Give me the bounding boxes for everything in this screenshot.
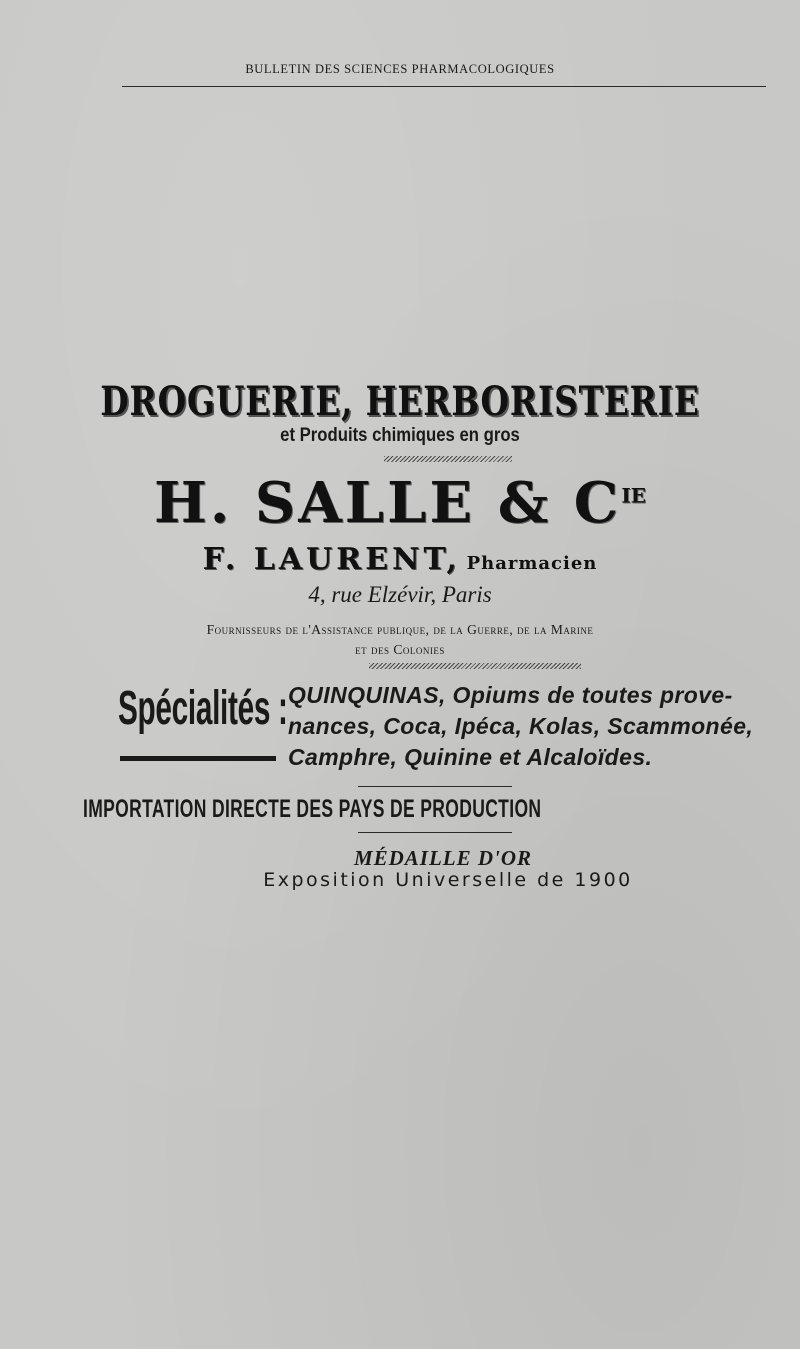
proprietor-role: Pharmacien bbox=[466, 553, 598, 574]
header-rule bbox=[122, 86, 766, 87]
company-name-superscript: IE bbox=[621, 483, 646, 508]
suppliers-line: Fournisseurs de l'Assistance publique, de la Guerre, de la Marine bbox=[206, 622, 594, 637]
exposition-line: Exposition Universelle de 1900 bbox=[263, 869, 633, 891]
address: 4, rue Elzévir, Paris bbox=[308, 582, 492, 607]
running-title: BULLETIN DES SCIENCES PHARMACOLOGIQUES bbox=[245, 62, 555, 76]
specialites-rule bbox=[120, 756, 276, 761]
company-name-text: H. SALLE & C bbox=[154, 470, 622, 536]
section-rule bbox=[358, 786, 512, 787]
importation-line: IMPORTATION DIRECTE DES PAYS DE PRODUCTION bbox=[82, 795, 542, 823]
wavy-divider bbox=[384, 456, 512, 462]
wavy-divider bbox=[369, 663, 581, 669]
specialites-line: nances, Coca, Ipéca, Kolas, Scammonée, bbox=[288, 713, 754, 739]
specialites-label: Spécialités : bbox=[118, 682, 288, 735]
suppliers-line: et des Colonies bbox=[355, 642, 445, 657]
suppliers-note bbox=[140, 620, 660, 660]
specialites-line: Camphre, Quinine et Alcaloïdes. bbox=[288, 744, 653, 770]
advert-subtitle: et Produits chimiques en gros bbox=[280, 425, 520, 446]
proprietor-name: F. LAURENT, bbox=[202, 542, 461, 577]
company-name bbox=[0, 470, 800, 536]
advert-title: DROGUERIE, HERBORISTERIE bbox=[100, 378, 700, 425]
medal-line: MÉDAILLE D'OR bbox=[353, 846, 533, 870]
proprietor-line bbox=[0, 542, 800, 577]
section-rule bbox=[358, 832, 512, 833]
specialites-line: QUINQUINAS, Opiums de toutes prove- bbox=[288, 682, 733, 708]
